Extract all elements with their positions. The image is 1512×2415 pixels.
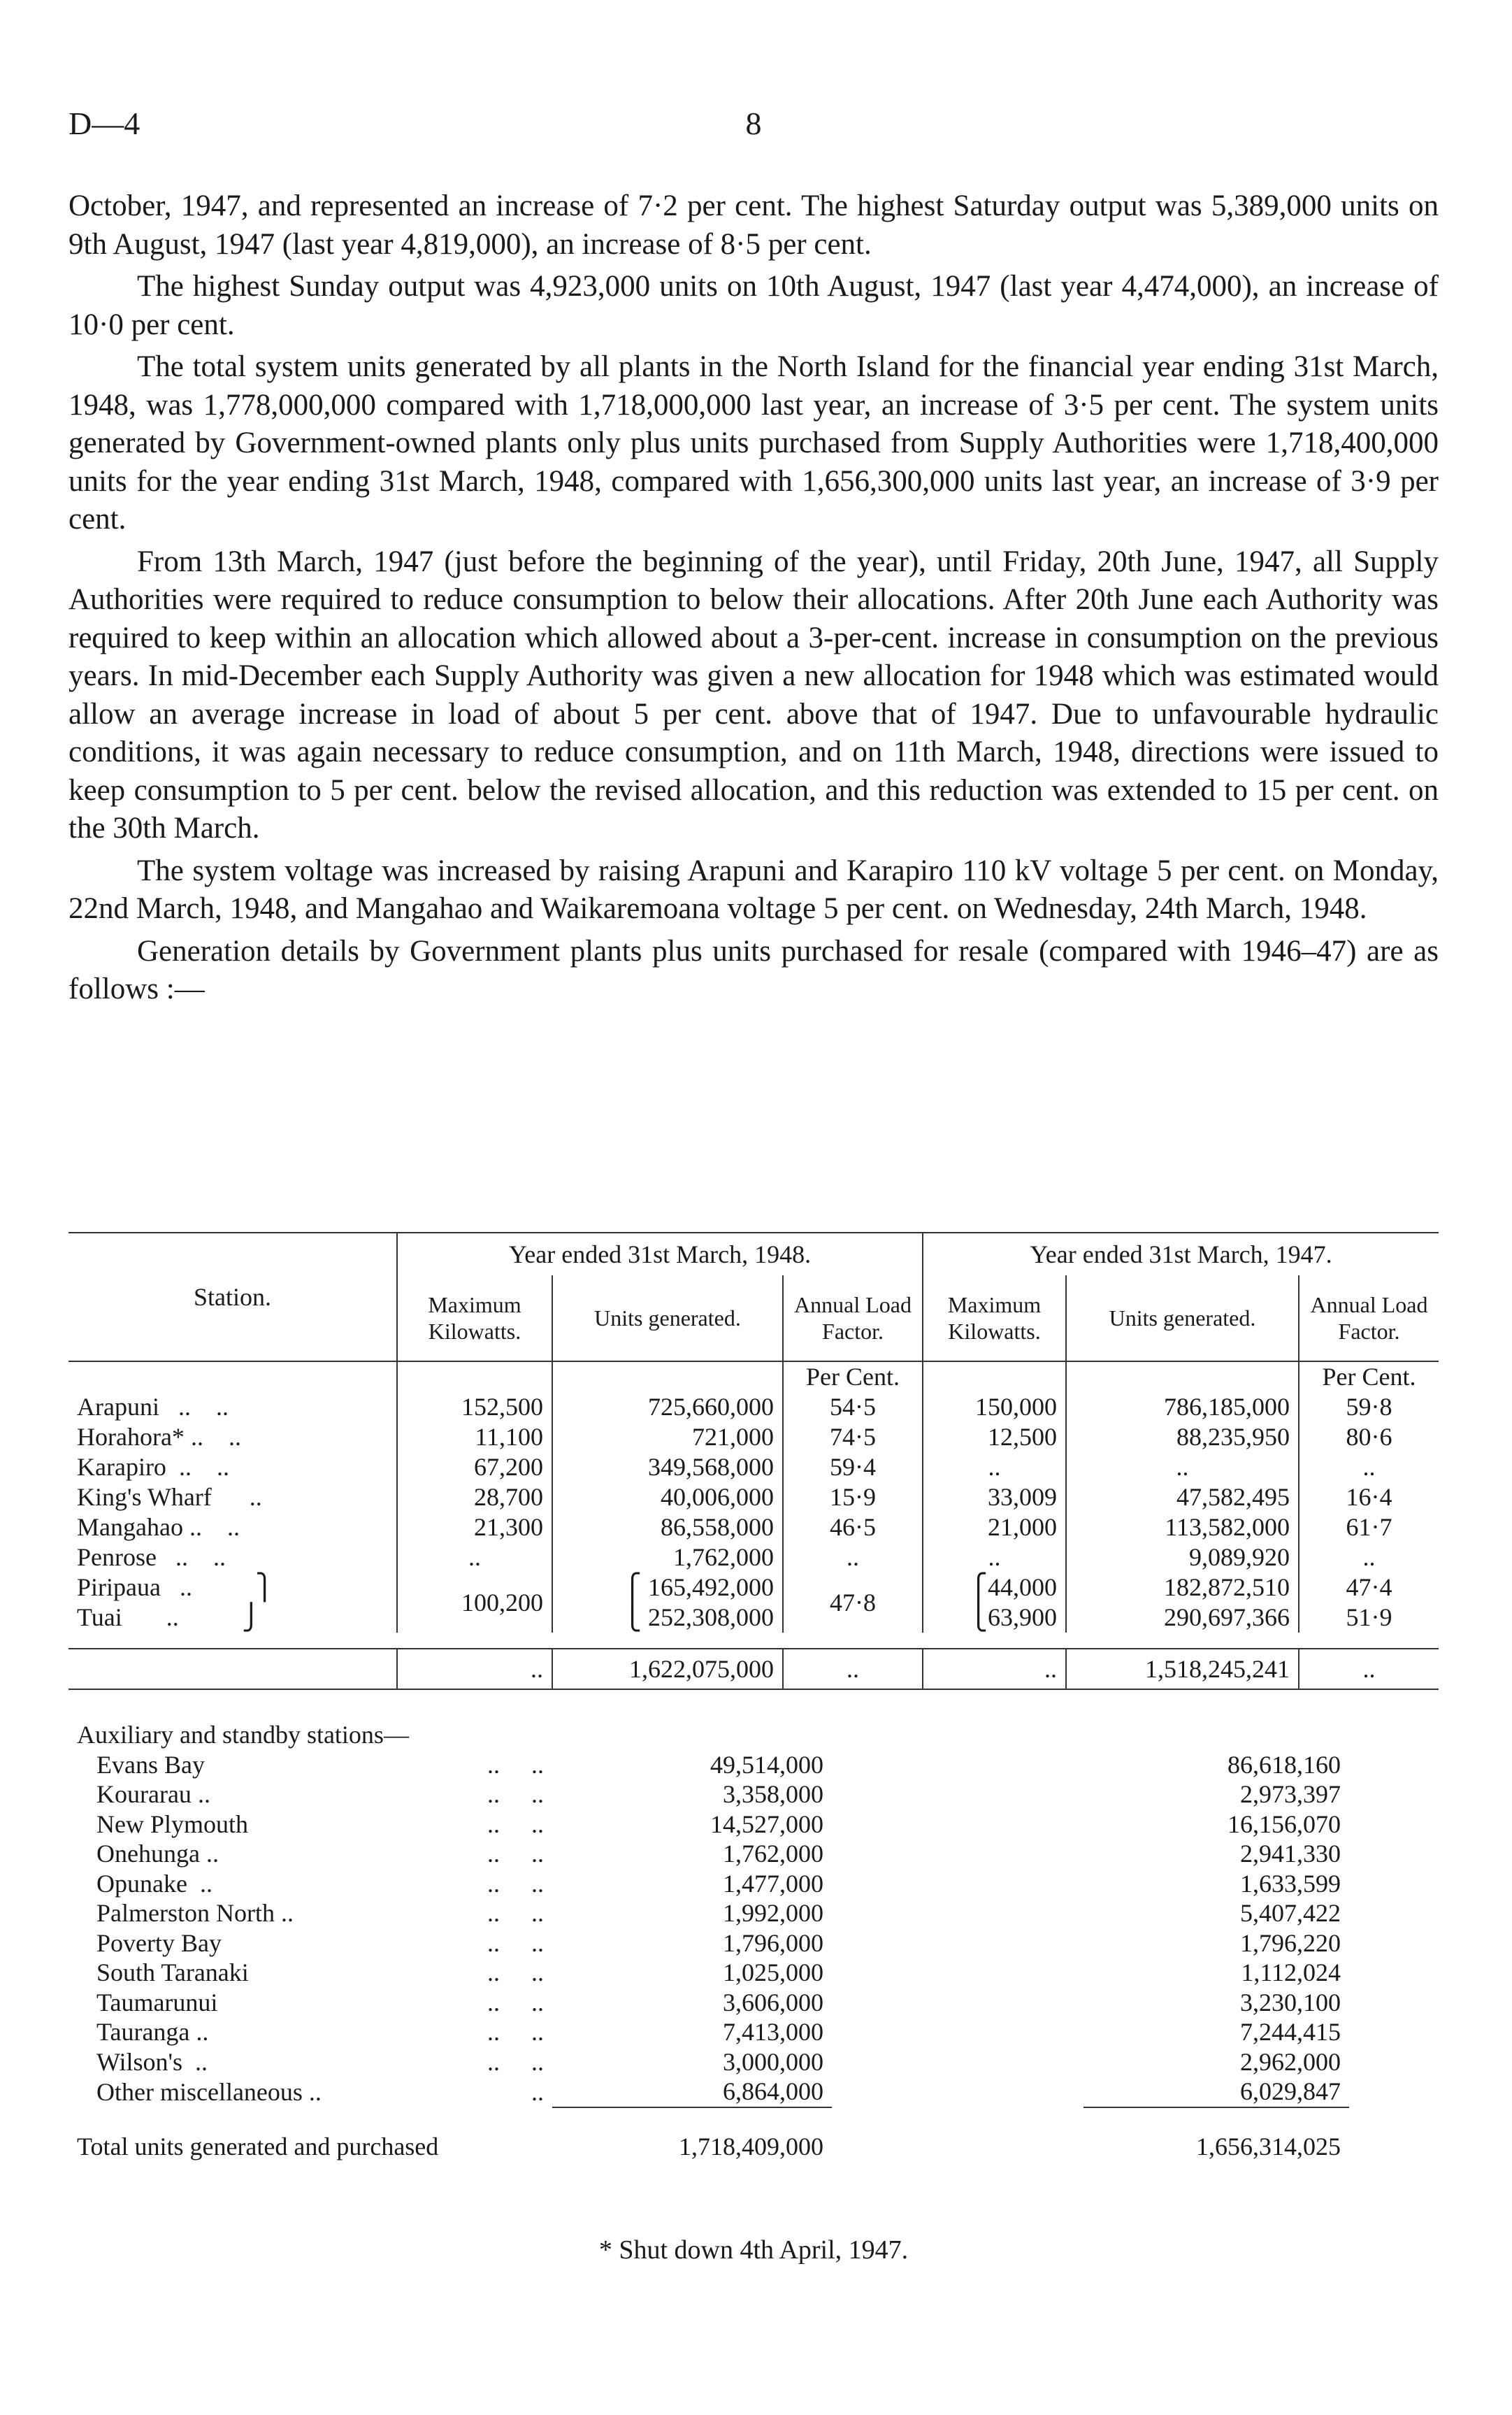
table-row: Arapuni .. .. 152,500 725,660,000 54·5 150,000 786,185,000 59·8 [69, 1392, 1439, 1422]
table-row-tuai: Tuai .. ⎭ ⎩ 252,308,000 ⎩63,900 290,697,366 51·9 [69, 1603, 1439, 1633]
table-row: Penrose .. .. .. 1,762,000 .. .. 9,089,920 .. [69, 1542, 1439, 1572]
station-name: Piripaua .. ⎫ [77, 1573, 274, 1601]
table-row: Karapiro .. .. 67,200 349,568,000 59·4 .. .. .. [69, 1452, 1439, 1482]
auxiliary-heading: Auxiliary and standby stations— [77, 1721, 409, 1749]
list-item: South Taranaki .. .. 1,025,000 1,112,024 [96, 1958, 1341, 1986]
paragraph-3: The total system units generated by all plants in the North Island for the financial year ending 31st March, 1948, was 1,778,000,000 compared with 1,718,000,000 last year, an increase of 3·5 per cent. The system units generated by Government-owned plants only plus units purchased from Supply Authorities were 1,718,400,000 units for the year ending 31st March, 1948, compared with 1,656,300,000 units last year, an increase of 3·9 per cent. [69, 350, 1439, 536]
footnote: * Shut down 4th April, 1947. [598, 2235, 909, 2265]
station-name: Tuai .. ⎭ [77, 1603, 261, 1631]
per-cent-label-1947: Per Cent. [1299, 1361, 1439, 1392]
station-name: Arapuni .. .. [77, 1393, 229, 1421]
list-item: Onehunga .. .. .. 1,762,000 2,941,330 [96, 1840, 1341, 1868]
subtotal-units-1948: 1,622,075,000 [552, 1649, 783, 1689]
list-item: Wilson's .. .. .. 3,000,000 2,962,000 [96, 2047, 1341, 2076]
list-item: Kourarau .. .. .. 3,358,000 2,973,397 [96, 1780, 1341, 1808]
table-row: Horahora* .. .. 11,100 721,000 74·5 12,500 88,235,950 80·6 [69, 1422, 1439, 1452]
grouped-kw-1948: 100,200 [397, 1572, 552, 1633]
list-item: Tauranga .. .. .. 7,413,000 7,244,415 [96, 2018, 1341, 2046]
list-item: Taumarunui .. .. 3,606,000 3,230,100 [96, 1988, 1341, 2016]
list-item: Poverty Bay .. .. 1,796,000 1,796,220 [96, 1928, 1341, 1957]
body-text [69, 187, 1439, 1013]
units-header-1947: Units generated. [1066, 1275, 1299, 1361]
brace-open-icon: ⎧ [623, 1573, 648, 1601]
station-name: King's Wharf .. [77, 1483, 262, 1511]
station-column-header: Station. [69, 1233, 397, 1361]
units-header-1948: Units generated. [552, 1275, 783, 1361]
list-item: New Plymouth .. .. 14,527,000 16,156,070 [96, 1810, 1341, 1838]
load-factor-header-1948: Annual Load Factor. [783, 1275, 923, 1361]
grand-total-1947: 1,656,314,025 [1196, 2132, 1341, 2160]
paragraph-1: October, 1947, and represented an increase of 7·2 per cent. The highest Saturday output was 5,389,000 units on 9th August, 1947 (last year 4,819,000), an increase of 8·5 per cent. [69, 189, 1439, 261]
table-row: Mangahao .. .. 21,300 86,558,000 46·5 21,000 113,582,000 61·7 [69, 1512, 1439, 1542]
list-item: Palmerston North .. .. .. 1,992,000 5,407,422 [96, 1899, 1341, 1927]
station-name: Karapiro .. .. [77, 1453, 229, 1481]
brace-close-icon: ⎩ [623, 1603, 648, 1631]
table-row: King's Wharf .. 28,700 40,006,000 15·9 33,009 47,582,495 16·4 [69, 1482, 1439, 1512]
year-1948-header: Year ended 31st March, 1948. [397, 1233, 923, 1275]
page-header [69, 105, 1439, 154]
auxiliary-table [69, 1720, 1439, 2161]
station-name: Mangahao .. .. [77, 1513, 240, 1541]
grand-total-row [69, 2111, 1439, 2162]
subtotal-units-1947: 1,518,245,241 [1066, 1649, 1299, 1689]
brace-close-icon: ⎩ [969, 1603, 988, 1631]
max-kw-header-1948: Maximum Kilowatts. [397, 1275, 552, 1361]
paragraph-4: From 13th March, 1947 (just before the beginning of the year), until Friday, 20th June, 1947, all Supply Authorities were required to reduce consumption to below their allocations. After 20th June each Authority was required to keep within an allocation which allowed about a 3-per-cent. increase in consumption on the previous years. In mid-December each Supply Authority was given a new allocation for 1948 which was estimated would allow an average increase in load of about 5 per cent. above that of 1947. Due to unfavourable hydraulic conditions, it was again necessary to reduce consumption, and on 11th March, 1948, directions were issued to keep consumption to 5 per cent. below the revised allocation, and this reduction was extended to 15 per cent. on the 30th March. [69, 545, 1439, 845]
brace-open-icon: ⎧ [969, 1573, 988, 1601]
list-item: Opunake .. .. .. 1,477,000 1,633,599 [96, 1869, 1341, 1898]
station-name: Horahora* .. .. [77, 1423, 241, 1451]
paragraph-5: The system voltage was increased by raising Arapuni and Karapiro 110 kV voltage 5 per cent. on Monday, 22nd March, 1948, and Mangahao and Waikaremoana voltage 5 per cent. on Wednesday, 24th March, 1948. [69, 854, 1439, 925]
page-number: 8 [745, 106, 762, 141]
year-1947-header: Year ended 31st March, 1947. [923, 1233, 1439, 1275]
paragraph-2: The highest Sunday output was 4,923,000 units on 10th August, 1947 (last year 4,474,000), an increase of 10·0 per cent. [69, 270, 1439, 341]
table-row-piripaua: Piripaua .. ⎫ 100,200 ⎧ 165,492,000 47·8 ⎧44,000 182,872,510 47·4 [69, 1572, 1439, 1603]
grand-total-label: Total units generated and purchased [77, 2132, 439, 2160]
load-factor-header-1947: Annual Load Factor. [1299, 1275, 1439, 1361]
grouped-load-factor-1948: 47·8 [783, 1572, 923, 1633]
paragraph-6: Generation details by Government plants plus units purchased for resale (compared with 1946–47) are as follows :— [69, 934, 1439, 1005]
subtotal-row: .. 1,622,075,000 .. .. 1,518,245,241 .. [69, 1649, 1439, 1689]
max-kw-header-1947: Maximum Kilowatts. [923, 1275, 1066, 1361]
list-item: Evans Bay .. .. 49,514,000 86,618,160 [96, 1750, 1341, 1779]
list-item: Other miscellaneous .. .. 6,864,000 6,029,847 [96, 2077, 1341, 2106]
per-cent-label-1948: Per Cent. [783, 1361, 923, 1392]
generation-table [69, 1232, 1439, 1690]
section-code: D—4 [69, 106, 141, 141]
per-cent-row [69, 1361, 1439, 1392]
grand-total-1948: 1,718,409,000 [679, 2132, 823, 2160]
station-name: Penrose .. .. [77, 1543, 226, 1571]
